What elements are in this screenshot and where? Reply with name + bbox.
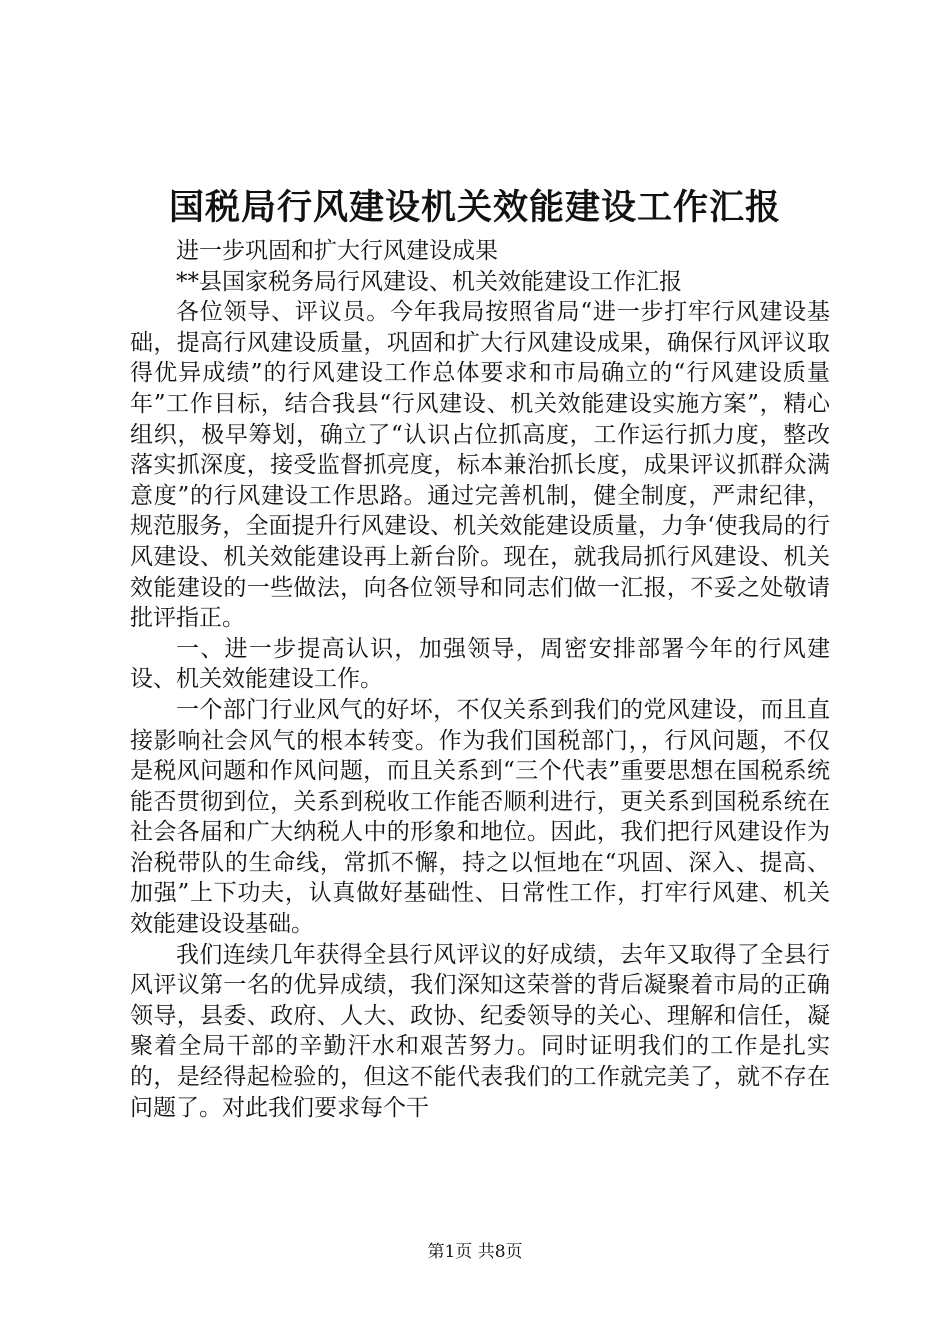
paragraph-section-one-heading: 一、进一步提高认识，加强领导，周密安排部署今年的行风建设、机关效能建设工作。 [130,635,830,693]
paragraph-intro: 各位领导、评议员。今年我局按照省局“进一步打牢行风建设基础，提高行风建设质量，巩固和扩大行风建设成果，确保行风评议取得优异成绩”的行风建设工作总体要求和市局确立的“行风建设质量年”工作目标，结合我县“行风建设、机关效能建设实施方案”，精心组织，极早筹划，确立了“认识占位抓高度，工作运行抓力度，整改落实抓深度，接受监督抓亮度，标本兼治抓长度，成果评议抓群众满意度”的行风建设工作思路。通过完善机制，健全制度，严肃纪律，规范服务，全面提升行风建设、机关效能建设质量，力争‘使我局的行风建设、机关效能建设再上新台阶。现在，就我局抓行风建设、机关效能建设的一些做法，向各位领导和同志们做一汇报，不妥之处敬请批评指正。 [130,299,830,632]
paragraph-report-heading: **县国家税务局行风建设、机关效能建设工作汇报 [176,268,682,295]
document-title: 国税局行风建设机关效能建设工作汇报 [168,187,781,228]
paragraph-body: 一个部门行业风气的好坏，不仅关系到我们的党风建设，而且直接影响社会风气的根本转变。作为我们国税部门，，行风问题，不仅是税风问题和作风问题，而且关系到“三个代表”重要思想在国税系统能否贯彻到位，关系到税收工作能否顺利进行，更关系到国税系统在社会各届和广大纳税人中的形象和地位。因此，我们把行风建设作为治税带队的生命线，常抓不懈，持之以恒地在“巩固、深入、提高、加强”上下功夫，认真做好基础性、日常性工作，打牢行风建、机关效能建设设基础。 [130,696,830,938]
paragraph-subtitle: 进一步巩固和扩大行风建设成果 [176,238,498,264]
paragraph-body: 我们连续几年获得全县行风评议的好成绩，去年又取得了全县行风评议第一名的优异成绩，我们深知这荣誉的背后凝聚着市局的正确领导，县委、政府、人大、政协、纪委领导的关心、理解和信任，凝聚着全局干部的辛勤汗水和艰苦努力。同时证明我们的工作是扎实的，是经得起检验的，但这不能代表我们的工作就完美了，就不存在问题了。对此我们要求每个干 [130,941,830,1121]
document-body [130,236,830,1123]
page-number-footer: 第1页 共8页 [427,1242,523,1262]
